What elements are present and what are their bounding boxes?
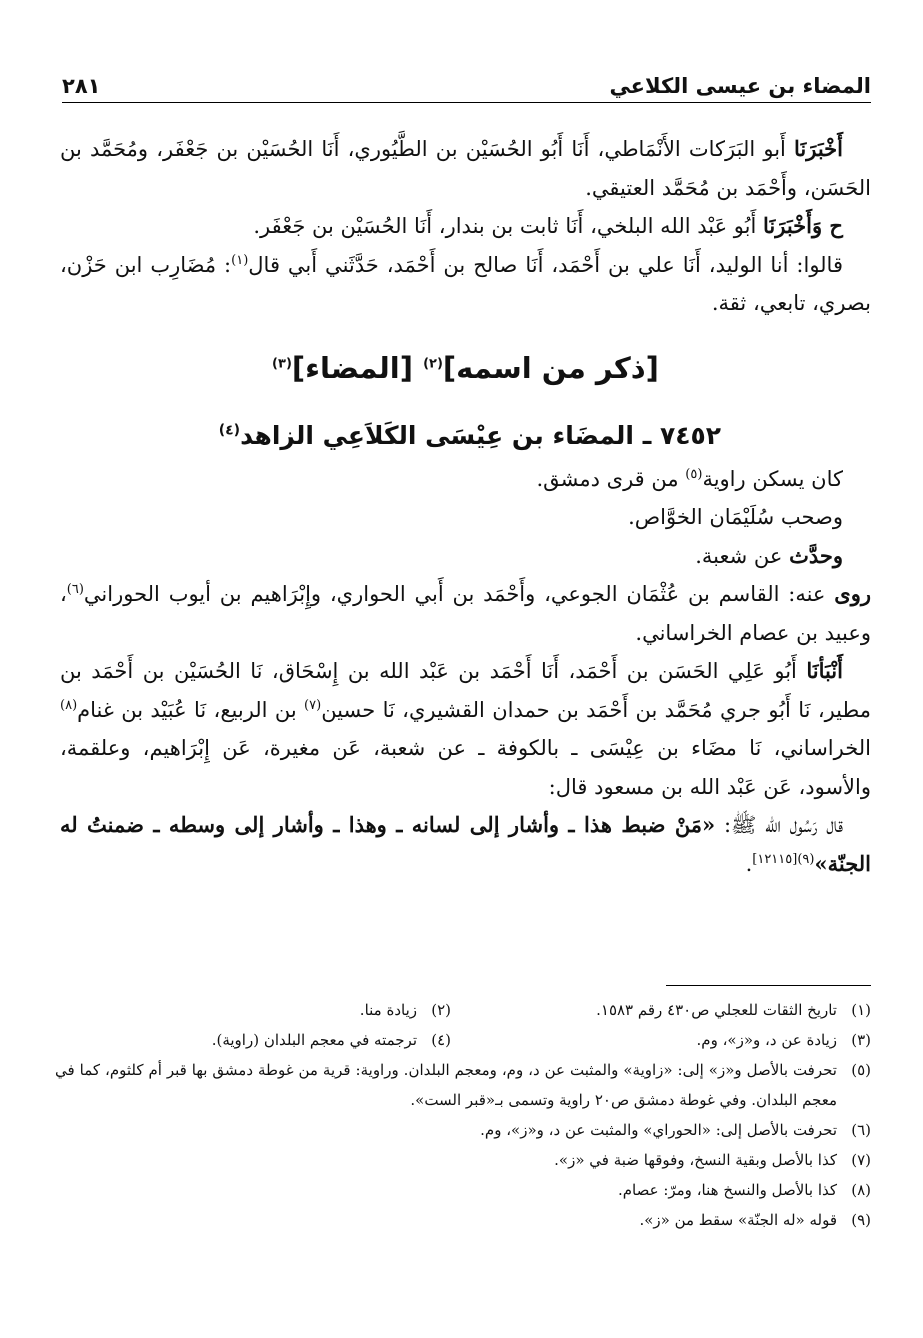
footnote-number: (٧) xyxy=(851,1151,871,1169)
entry-isnad xyxy=(60,652,871,806)
footnote-number: (٩) xyxy=(851,1211,871,1229)
hadith-quote: «مَنْ ضبط هذا ـ وأشار إلى لسانه ـ وهذا ـ وأشار إلى وسطه ـ ضمنتُ له الجنّة» xyxy=(60,812,871,876)
entry-line-residence xyxy=(60,460,871,499)
footnote-ref[interactable]: (٩) xyxy=(797,851,815,867)
footnote-text: زيادة منا. xyxy=(359,1001,417,1019)
paragraph-text: : مُضَارِب ابن حَزْن، بصري، تابعي، ثقة. xyxy=(60,252,871,315)
footnote-text: ترجمته في معجم البلدان (راوية). xyxy=(211,1031,417,1049)
footnote-number: (١) xyxy=(851,1001,871,1019)
paragraph-text: أَبُو عَبْد الله البلخي، أَنَا ثابت بن بندار، أَنَا الحُسَيْن بن جَعْفَر. xyxy=(253,214,763,238)
footnote-ref[interactable]: (٨) xyxy=(60,697,78,713)
footnote-text: كذا بالأصل والنسخ هنا، ومرّ: عصام. xyxy=(617,1181,837,1199)
keyword-anbaana: أَنْبَأنَا xyxy=(806,658,843,683)
paragraph-isnad-2 xyxy=(60,207,871,246)
footnote-2 xyxy=(360,995,451,1025)
entry-line-narrated xyxy=(60,537,871,576)
footnote-text: زيادة عن د، و«ز»، وم. xyxy=(696,1031,837,1049)
entry-heading xyxy=(60,417,721,456)
section-title-part: [المضاء] xyxy=(291,350,424,385)
entry-title: ٧٤٥٢ ـ المضَاء بن عِيْسَى الكَلاَعِي الزاهد xyxy=(240,421,721,450)
footnote-number: (٦) xyxy=(851,1121,871,1139)
running-title: المضاء بن عيسى الكلاعي xyxy=(609,74,871,98)
line-text: عن شعبة. xyxy=(695,543,790,568)
footnote-ref[interactable]: (٢) xyxy=(423,355,443,371)
running-header xyxy=(62,58,871,103)
line-text: بن الربيع، نَا عُبَيْد بن غنام xyxy=(77,697,305,722)
footnote-row xyxy=(55,995,871,1025)
main-text xyxy=(60,130,871,883)
line-text: الخراساني، نَا مضَاء بن عِيْسَى ـ بالكوفة ـ عن شعبة، عَن مغيرة، عَن إِبْرَاهيم، وعلقمة، والأسود، عَن عَبْد الله بن مسعود قال: xyxy=(60,736,871,799)
line-text: . xyxy=(745,851,753,876)
line-text: كان يسكن راوية xyxy=(702,466,843,491)
footnote-ref[interactable]: (٥) xyxy=(685,466,703,482)
footnote-3 xyxy=(451,1025,871,1055)
footnote-5 xyxy=(55,1055,871,1115)
footnote-ref[interactable]: (٦) xyxy=(66,582,84,597)
footnote-1 xyxy=(451,995,871,1025)
paragraph-isnad-3 xyxy=(60,246,871,323)
footnote-number: (٤) xyxy=(431,1031,451,1049)
paragraph-isnad-1 xyxy=(60,130,871,207)
footnote-ref[interactable]: (٤) xyxy=(218,422,241,439)
footnote-ref[interactable]: (٧) xyxy=(304,697,322,713)
footnote-9 xyxy=(55,1205,871,1235)
section-title-part: [ذكر من اسمه] xyxy=(442,350,659,385)
footnote-text: تاريخ الثقات للعجلي ص٤٣٠ رقم ١٥٨٣. xyxy=(596,1001,837,1019)
footnote-text: قوله «له الجنّة» سقط من «ز». xyxy=(639,1211,837,1229)
line-text: من قرى دمشق. xyxy=(536,466,686,491)
footnote-7 xyxy=(55,1145,871,1175)
footnote-number: (٢) xyxy=(431,1001,451,1019)
footnote-number: (٥) xyxy=(851,1061,871,1079)
entry-hadith xyxy=(60,806,871,883)
section-heading xyxy=(60,349,871,388)
footnote-ref[interactable]: (٣) xyxy=(272,355,292,371)
footnote-6 xyxy=(55,1115,871,1145)
footnote-text: تحرفت بالأصل و«ز» إلى: «زاوية» والمثبت عن د، وم، ومعجم البلدان. وراوية: قرية من غوطة دمشق بها قبر أم كلثوم، كما في معجم البلدان. وفي غوطة دمشق ص٢٠ راوية وتسمى بـ«قبر الست». xyxy=(55,1061,837,1109)
line-text: أَبُو عَلِي الحَسَن بن أَحْمَد، أَنَا أَحْمَد بن عَبْد الله بن إِسْحَاق، نَا الحُسَيْن بن أَحْمَد بن مطير، نَا أَبُو جري مُحَمَّد بن أَحْمَد بن حمدان القشيري، نَا حسين xyxy=(60,659,871,722)
line-text: عنه: القاسم بن عُثْمَان الجوعي، وأَحْمَد بن أَبي الحواري، وإِبْرَاهيم بن أيوب الحوراني xyxy=(83,582,835,606)
line-text: قال رَسُول الله ﷺ: xyxy=(715,813,843,837)
footnote-number: (٨) xyxy=(851,1181,871,1199)
footnote-8 xyxy=(55,1175,871,1205)
page-number: ٢٨١ xyxy=(62,74,101,98)
keyword-rawa: روى xyxy=(834,581,871,606)
footnote-text: كذا بالأصل وبقية النسخ، وفوقها ضبة في «ز». xyxy=(554,1151,837,1169)
keyword-wa-akhbarana: ح وَأَخْبَرَنَا xyxy=(763,213,843,238)
footnote-separator xyxy=(666,985,871,986)
paragraph-text: قالوا: أنا الوليد، أَنَا علي بن أَحْمَد، أَنَا صالح بن أَحْمَد، حَدَّثَني أَبي قال xyxy=(248,252,843,277)
paragraph-text: أَبو البَرَكات الأَنْمَاطي، أَنَا أَبُو الحُسَيْن بن الطَّيُوري، أَنَا الحُسَيْن بن جَعْفَر، ومُحَمَّد بن الحَسَن، وأَحْمَد بن مُحَمَّد العتيقي. xyxy=(60,137,871,200)
footnote-ref[interactable]: (١) xyxy=(231,252,249,268)
footnotes xyxy=(55,995,871,1235)
footnote-text: تحرفت بالأصل إلى: «الحوراي» والمثبت عن د، و«ز»، وم. xyxy=(480,1121,837,1139)
footnote-row xyxy=(55,1025,871,1055)
keyword-akhbarana: أَخْبَرَنَا xyxy=(794,136,843,161)
line-text: ، وعبيد بن عصام الخراساني. xyxy=(60,582,871,645)
hadith-number: [١٢١١٥] xyxy=(752,851,798,867)
footnote-number: (٣) xyxy=(851,1031,871,1049)
footnote-4 xyxy=(212,1025,451,1055)
keyword-haddatha: وحدَّث xyxy=(789,542,843,568)
entry-line-narrators xyxy=(60,575,871,652)
entry-line-companion: وصحب سُلَيْمَان الخوَّاص. xyxy=(628,505,843,529)
